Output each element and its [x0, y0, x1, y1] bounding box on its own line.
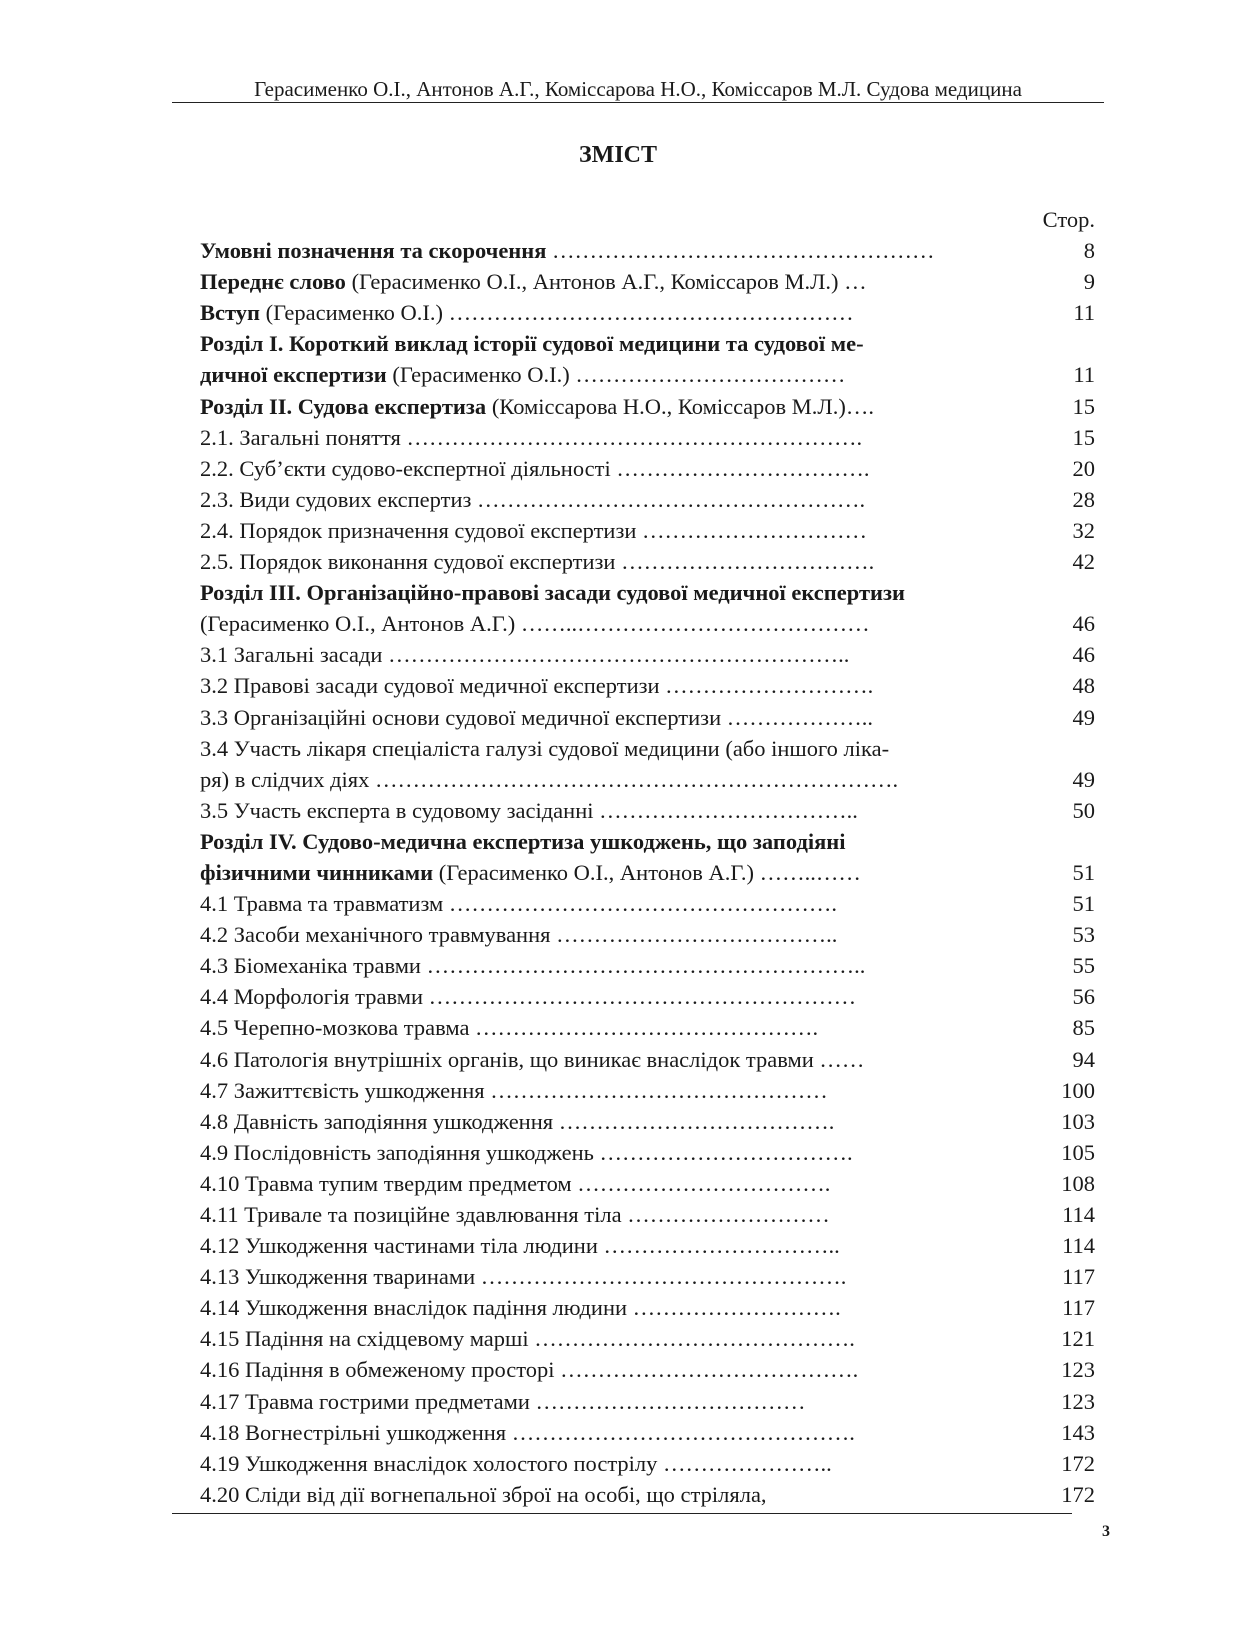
toc-entry [200, 328, 1095, 359]
toc-entry-page: 46 [1072, 642, 1095, 668]
toc-entry-text [200, 608, 870, 639]
toc-entry-label: 4.13 Ушкодження тваринами …………………………………………. [200, 1264, 847, 1290]
toc-entry-text [200, 1230, 840, 1261]
toc-entry-page: 15 [1072, 424, 1095, 450]
toc-entry-label: (Герасименко О.І., Антонов А.Г., Комісcаров М.Л.) … [345, 269, 867, 295]
toc-entry [200, 484, 1095, 515]
toc-entry-label: 4.7 Зажиттєвість ушкодження ……………………………………… [200, 1077, 828, 1103]
page-title: ЗМІСТ [579, 142, 657, 168]
table-of-contents [200, 204, 1095, 1510]
toc-entry [200, 702, 1095, 733]
toc-entry-label: 2.3. Види судових експертиз ……………………………………………. [200, 486, 866, 512]
toc-entry-label: 4.16 Падіння в обмеженому просторі …………………………………. [200, 1357, 859, 1383]
toc-entry-text [200, 857, 861, 888]
toc-entry-page: 15 [1072, 393, 1095, 419]
toc-entry-label: 3.5 Участь експерта в судовому засіданні …………………………….. [200, 797, 858, 823]
toc-entry-text [200, 577, 905, 608]
toc-entry-page: 114 [1062, 1233, 1095, 1259]
toc-entry-text [200, 1168, 830, 1199]
toc-entry [200, 453, 1095, 484]
toc-entry-text [200, 266, 867, 297]
toc-entry [200, 1075, 1095, 1106]
toc-entry-page: 48 [1072, 673, 1095, 699]
toc-entry [200, 1137, 1095, 1168]
toc-entry-text [200, 1292, 841, 1323]
toc-entry-text [200, 1386, 805, 1417]
toc-entry-label: (Герасименко О.І., Антонов А.Г.) ……..…… [433, 859, 861, 885]
toc-entry-text [200, 1323, 855, 1354]
toc-entry-page: 9 [1083, 269, 1095, 295]
toc-entry-text [200, 639, 849, 670]
toc-entry-page: 49 [1072, 766, 1095, 792]
running-header: Герасименко О.І., Антонов А.Г., Комісcарова Н.О., Комісcаров М.Л. Судова медицина [254, 77, 1022, 101]
toc-entry-text [200, 453, 869, 484]
toc-entry [200, 795, 1095, 826]
toc-entry-heading: дичної експертизи [200, 362, 387, 388]
toc-entry [200, 1479, 1095, 1510]
toc-entry-text [200, 1417, 855, 1448]
toc-entry-label: 2.1. Загальні поняття ……………………………………………………. [200, 424, 863, 450]
toc-entry-label: …………………………………………… [546, 238, 935, 264]
toc-entry-page: 56 [1072, 984, 1095, 1010]
toc-entry-label: 2.4. Порядок призначення судової експертизи ………………………… [200, 517, 868, 543]
toc-entry [200, 1354, 1095, 1385]
page-column-label: Стор. [1042, 207, 1095, 232]
toc-entry-label: 3.4 Участь лікаря спеціаліста галузі судової медицини (або іншого ліка- [200, 735, 890, 761]
toc-entry [200, 1044, 1095, 1075]
toc-entry-label: 4.6 Патологія внутрішніх органів, що виникає внаслідок травми …… [200, 1046, 865, 1072]
toc-entry-label: 4.17 Травма гострими предметами ……………………………… [200, 1388, 806, 1414]
toc-entry-label: 4.4 Морфологія травми ………………………………………………… [200, 984, 857, 1010]
toc-entry [200, 1168, 1095, 1199]
toc-entry-text [200, 515, 867, 546]
toc-entry [200, 577, 1095, 608]
toc-entry-label: 2.2. Суб’єкти судово-експертної діяльності ……………………………. [200, 455, 870, 481]
toc-entry-page: 94 [1072, 1046, 1095, 1072]
toc-entry-heading: фізичними чинниками [200, 859, 434, 885]
toc-entry [200, 608, 1095, 639]
toc-entry-text [200, 795, 858, 826]
toc-entry [200, 515, 1095, 546]
toc-entry-heading: Розділ ІІІ. Організаційно-правові засади судової медичної експертизи [200, 580, 905, 606]
toc-entry [200, 391, 1095, 422]
toc-entry-heading: Переднє слово [200, 269, 346, 295]
toc-entry [200, 1292, 1095, 1323]
toc-entry-label: 4.12 Ушкодження частинами тіла людини ………………………….. [200, 1233, 840, 1259]
toc-entry [200, 919, 1095, 950]
toc-entry [200, 546, 1095, 577]
toc-entry-label: 4.11 Тривале та позиційне здавлювання тіла ……………………… [200, 1202, 830, 1227]
toc-entry [200, 670, 1095, 701]
toc-entry-page: 50 [1072, 797, 1095, 823]
toc-entry-page: 172 [1061, 1450, 1095, 1476]
toc-entry-page: 8 [1083, 238, 1095, 264]
toc-entry-label: (Герасименко О.І., Антонов А.Г.) ……..………………………………… [200, 611, 870, 637]
toc-entry-text [200, 733, 889, 764]
toc-entry-page: 143 [1061, 1419, 1095, 1445]
toc-entry-label: 4.1 Травма та травматизм ……………………………………………. [200, 891, 838, 917]
toc-entry-page: 123 [1061, 1388, 1095, 1414]
toc-entry-label: (Герасименко О.І.) ……………………………… [386, 362, 846, 388]
toc-entry-text [200, 670, 873, 701]
toc-entry-heading: Розділ IV. Судово-медична експертиза ушкоджень, що заподіяні [200, 828, 846, 854]
toc-entry-text [200, 981, 856, 1012]
toc-entry-page: 49 [1072, 704, 1095, 730]
toc-entry-text [200, 1012, 818, 1043]
toc-entry-page: 123 [1061, 1357, 1095, 1383]
toc-entry-label: 3.3 Організаційні основи судової медичної експертизи ……………….. [200, 704, 873, 730]
toc-entry-label: 4.15 Падіння на східцевому марші ……………………………………. [200, 1326, 855, 1352]
toc-entry-text [200, 1479, 767, 1510]
toc-entry [200, 1012, 1095, 1043]
toc-entry-page: 85 [1072, 1015, 1095, 1041]
toc-entry-heading: Розділ І. Короткий виклад історії судової медицини та судової ме- [200, 331, 864, 357]
toc-entry-label: 4.2 Засоби механічного травмування ……………………………….. [200, 922, 838, 948]
toc-entry [200, 297, 1095, 328]
toc-entry-page: 11 [1073, 300, 1095, 326]
toc-entry-page: 53 [1072, 922, 1095, 948]
toc-entry-label: (Комісcарова Н.О., Комісcаров М.Л.)…. [486, 393, 874, 419]
toc-entry-page: 117 [1062, 1264, 1095, 1290]
toc-entry-label: 4.5 Черепно-мозкова травма ………………………………………. [200, 1015, 819, 1041]
toc-entry-text [200, 1044, 864, 1075]
toc-entry-text [200, 422, 862, 453]
page-number: 3 [1102, 1523, 1110, 1540]
toc-entry [200, 1199, 1095, 1230]
toc-entry-page: 172 [1061, 1481, 1095, 1507]
toc-entry-text [200, 484, 865, 515]
toc-entry-label: 4.20 Сліди від дії вогнепальної зброї на особі, що стріляла, [200, 1481, 767, 1507]
toc-entry-text [200, 1137, 853, 1168]
toc-entry [200, 235, 1095, 266]
toc-entry-page: 121 [1061, 1326, 1095, 1352]
toc-entry-label: (Герасименко О.І.) ……………………………………………… [259, 300, 854, 326]
toc-entry [200, 981, 1095, 1012]
toc-entry-page: 46 [1072, 611, 1095, 637]
toc-entry-text [200, 1075, 828, 1106]
toc-entry-text [200, 950, 865, 981]
toc-entry-text [200, 764, 898, 795]
toc-entry-text [200, 297, 854, 328]
toc-entry [200, 422, 1095, 453]
toc-entry-page: 114 [1062, 1202, 1095, 1227]
toc-entry-text [200, 328, 864, 359]
toc-entry [200, 1323, 1095, 1354]
toc-entry-text [200, 826, 845, 857]
toc-entry-text [200, 1354, 858, 1385]
toc-entry [200, 1261, 1095, 1292]
toc-entry-text [200, 1261, 846, 1292]
toc-entry [200, 1417, 1095, 1448]
footer-divider [172, 1513, 1072, 1514]
toc-entry [200, 1448, 1095, 1479]
toc-lines [200, 235, 1095, 1510]
toc-entry-label: 4.10 Травма тупим твердим предметом ……………………………. [200, 1170, 831, 1196]
toc-entry [200, 1386, 1095, 1417]
toc-entry-page: 103 [1061, 1108, 1095, 1134]
toc-entry [200, 266, 1095, 297]
toc-entry-page: 51 [1072, 891, 1095, 917]
toc-entry-page: 32 [1072, 517, 1095, 543]
toc-entry [200, 857, 1095, 888]
toc-entry [200, 639, 1095, 670]
toc-entry-label: 4.8 Давність заподіяння ушкодження ………………………………. [200, 1108, 835, 1134]
toc-entry-label: 4.14 Ушкодження внаслідок падіння людини ………………………. [200, 1295, 841, 1321]
toc-entry-text [200, 1448, 832, 1479]
toc-entry-label: 4.9 Послідовність заподіяння ушкоджень ……………………………. [200, 1139, 853, 1165]
toc-entry-page: 42 [1072, 549, 1095, 575]
toc-entry-text [200, 1199, 830, 1230]
toc-entry [200, 826, 1095, 857]
toc-entry-page: 20 [1072, 455, 1095, 481]
toc-entry [200, 733, 1095, 764]
toc-entry-label: 3.1 Загальні засади …………………………………………………….. [200, 642, 850, 668]
toc-entry-heading: Умовні позначення та скорочення [200, 238, 547, 264]
toc-entry-text [200, 1106, 834, 1137]
toc-entry-page: 108 [1061, 1170, 1095, 1196]
toc-entry [200, 1106, 1095, 1137]
header-divider [172, 102, 1104, 103]
toc-entry-label: 4.19 Ушкодження внаслідок холостого пострілу ………………….. [200, 1450, 832, 1476]
toc-entry [200, 1230, 1095, 1261]
toc-entry-page: 28 [1072, 486, 1095, 512]
toc-entry-text [200, 391, 874, 422]
toc-entry-page: 11 [1073, 362, 1095, 388]
toc-entry-page: 117 [1062, 1295, 1095, 1321]
toc-entry [200, 950, 1095, 981]
toc-entry-page: 100 [1061, 1077, 1095, 1103]
toc-entry-text [200, 888, 837, 919]
toc-entry-page: 51 [1072, 859, 1095, 885]
toc-entry-heading: Вступ [200, 300, 260, 326]
toc-entry [200, 764, 1095, 795]
toc-entry [200, 359, 1095, 390]
toc-entry-label: 4.3 Біомеханіка травми ………………………………………………….. [200, 953, 866, 979]
toc-entry-text [200, 546, 874, 577]
toc-entry [200, 888, 1095, 919]
toc-entry-text [200, 919, 837, 950]
toc-entry-text [200, 359, 845, 390]
toc-entry-label: 4.18 Вогнестрільні ушкодження ………………………………………. [200, 1419, 855, 1445]
toc-entry-label: 2.5. Порядок виконання судової експертизи ……………………………. [200, 549, 875, 575]
toc-entry-text [200, 702, 873, 733]
toc-entry-heading: Розділ ІІ. Судова експертиза [200, 393, 487, 419]
toc-entry-page: 55 [1072, 953, 1095, 979]
toc-entry-label: 3.2 Правові засади судової медичної експертизи ………………………. [200, 673, 874, 699]
toc-entry-page: 105 [1061, 1139, 1095, 1165]
toc-entry-text [200, 235, 935, 266]
toc-entry-label: ря) в слідчих діях ……………………………………………………………. [200, 766, 899, 792]
